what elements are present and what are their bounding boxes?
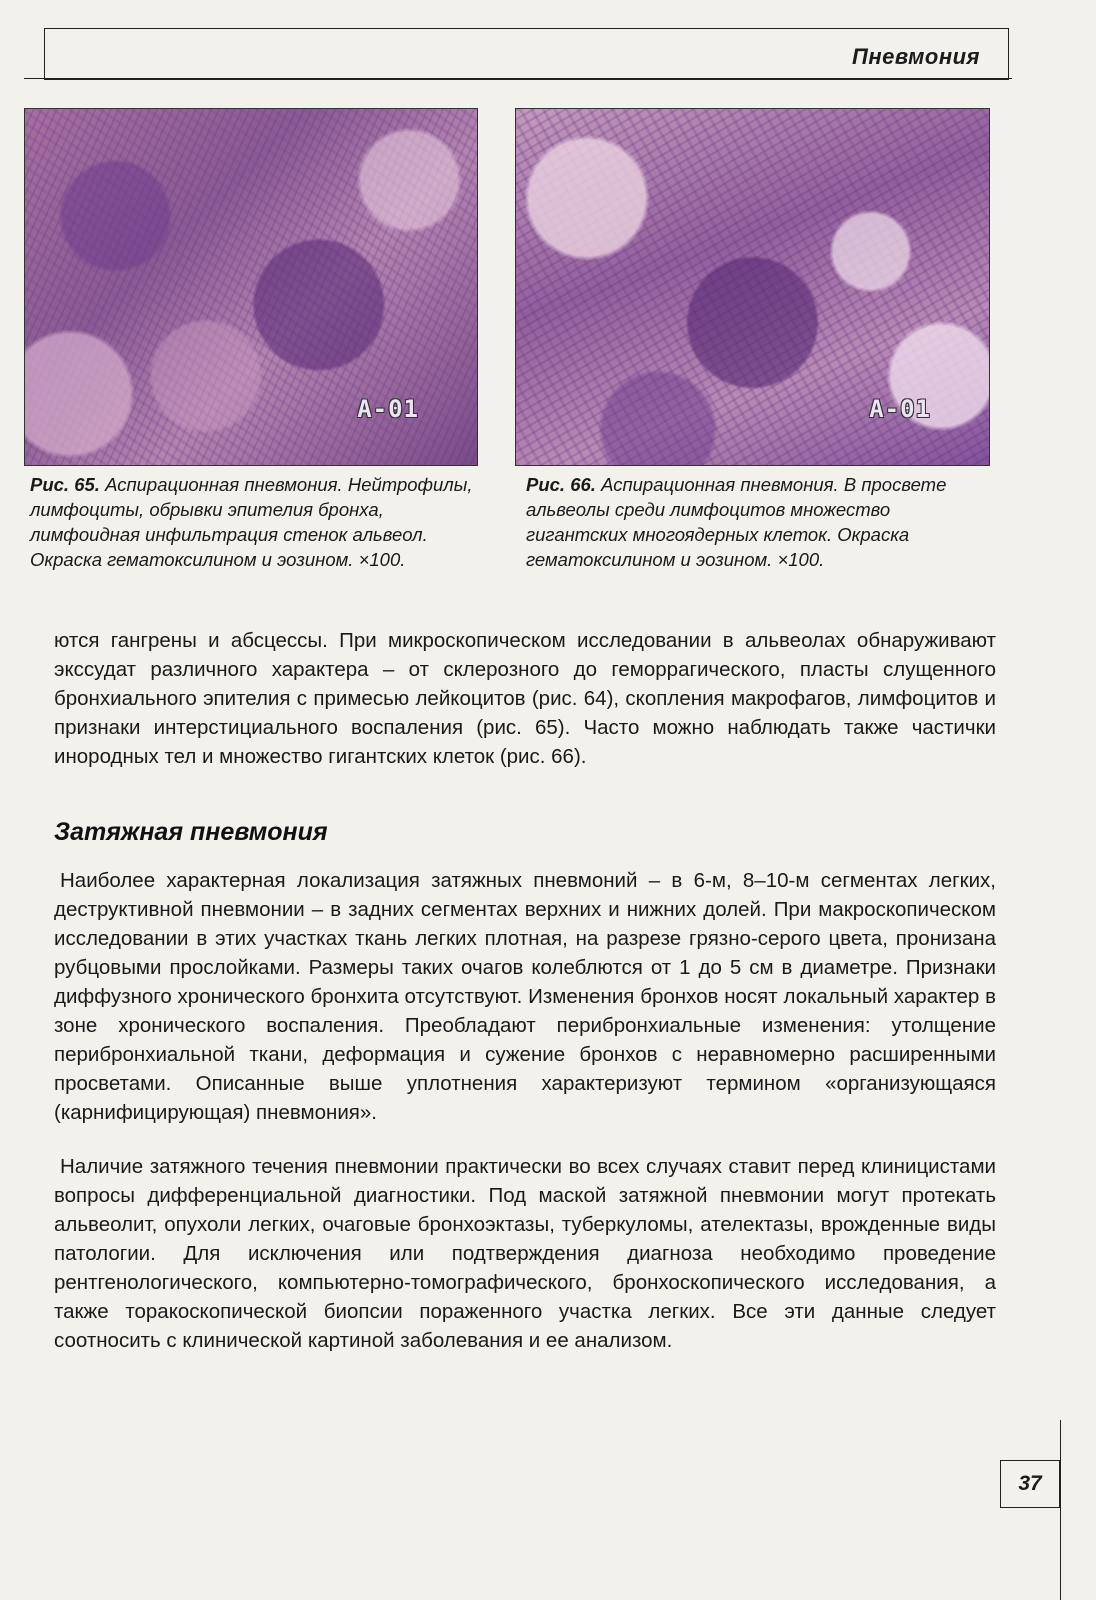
figure-65-caption-text: Аспирационная пневмония. Нейтрофилы, лимфоциты, обрывки эпителия бронха, лимфоидная инфильтрация стенок альвеол. Окраска гематоксилином и эозином. ×100. bbox=[30, 474, 473, 570]
figure-66-stamp: A-01 bbox=[869, 395, 931, 423]
body-paragraph-3: Наличие затяжного течения пневмонии практически во всех случаях ставит перед клиницистами вопросы дифференциальной диагностики. Под маской затяжной пневмонии могут протекать альвеолит, опухоли легких, очаговые бронхоэктазы, туберкуломы, ателектазы, врожденные виды патологии. Для исключения или подтверждения диагноза необходимо проведение рентгенологического, компьютерно-томографического, бронхоскопического исследования, а также торакоскопической биопсии пораженного участка легких. Все эти данные следует соотносить с клинической картиной заболевания и ее анализом. bbox=[54, 1155, 996, 1352]
figure-65-stamp: A-01 bbox=[357, 395, 419, 423]
section-heading: Затяжная пневмония bbox=[54, 818, 328, 846]
body-paragraph-1: ются гангрены и абсцессы. При микроскопическом исследовании в альвеолах обнаруживают экссудат различного характера – от склерозного до геморрагического, пласты слущенного бронхиального эпителия с примесью лейкоцитов (рис. 64), скопления макрофагов, лимфоцитов и признаки интерстициального воспаления (рис. 65). Часто можно наблюдать также частички инородных тел и множество гигантских клеток (рис. 66). bbox=[54, 629, 996, 768]
running-title: Пневмония bbox=[852, 44, 980, 69]
figure-65-caption bbox=[30, 472, 476, 572]
page-number: 37 bbox=[1000, 1460, 1060, 1508]
figure-65-micrograph bbox=[24, 108, 478, 466]
figure-66-caption bbox=[526, 472, 991, 572]
figure-66-micrograph bbox=[515, 108, 990, 466]
body-paragraph-2: Наиболее характерная локализация затяжных пневмоний – в 6-м, 8–10-м сегментах легких, деструктивной пневмонии – в задних сегментах верхних и нижних долей. При макроскопическом исследовании в этих участках ткань легких плотная, на разрезе грязно-серого цвета, пронизана рубцовыми прослойками. Размеры таких очагов колеблются от 1 до 5 см в диаметре. Признаки диффузного хронического бронхита отсутствуют. Изменения бронхов носят локальный характер в зоне хронического воспаления. Преобладают перибронхиальные изменения: утолщение перибронхиальной ткани, деформация и сужение бронхов с неравномерно расширенными просветами. Описанные выше уплотнения характеризуют термином «организующаяся (карнифицирующая) пневмония». bbox=[54, 869, 996, 1124]
figure-65-number: Рис. 65. bbox=[30, 474, 100, 495]
margin-rule bbox=[1060, 1420, 1061, 1600]
header-rule bbox=[24, 78, 1012, 79]
figure-66-caption-text: Аспирационная пневмония. В просвете альвеолы среди лимфоцитов множество гигантских многоядерных клеток. Окраска гематоксилином и эозином. ×100. bbox=[526, 474, 947, 570]
figure-66-number: Рис. 66. bbox=[526, 474, 596, 495]
